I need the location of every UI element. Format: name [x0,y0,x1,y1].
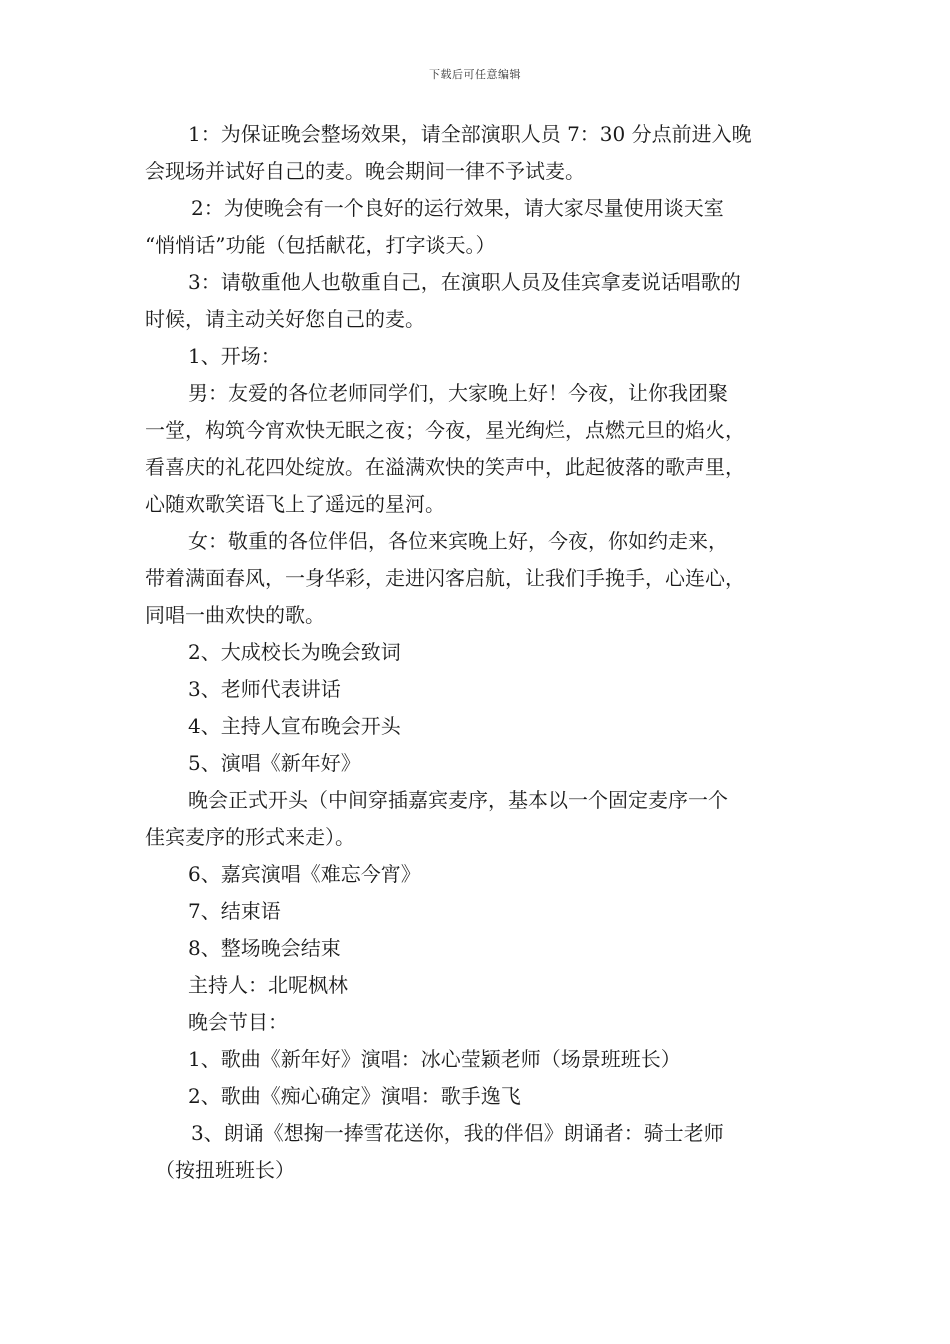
paragraph-line: 女：敬重的各位伴侣，各位来宾晚上好，今夜，你如约走来， [188,529,728,553]
paragraph-line: 一堂，构筑今宵欢快无眠之夜；今夜，星光绚烂，点燃元旦的焰火， [145,418,745,442]
list-item: 6、嘉宾演唱《难忘今宵》 [188,862,421,886]
paragraph-line: 同唱一曲欢快的歌。 [145,603,325,627]
page-header: 下载后可任意编辑 [429,68,521,81]
paragraph-line: “悄悄话”功能（包括献花，打字谈天。） [145,233,496,257]
paragraph-line: 3：请敬重他人也敬重自己，在演职人员及佳宾拿麦说话唱歌的 [188,270,741,294]
paragraph-line: 晚会正式开头（中间穿插嘉宾麦序，基本以一个固定麦序一个 [188,788,728,812]
paragraph-line: 心随欢歌笑语飞上了遥远的星河。 [145,492,445,516]
list-item: 2、歌曲《痴心确定》演唱：歌手逸飞 [188,1084,521,1108]
paragraph-line: 会现场并试好自己的麦。晚会期间一律不予试麦。 [145,159,585,183]
section-heading: 1、开场： [188,344,281,368]
list-item: 1、歌曲《新年好》演唱：冰心莹颖老师（场景班班长） [188,1047,681,1071]
paragraph-line: 2：为使晚会有一个良好的运行效果，请大家尽量使用谈天室 [191,196,724,220]
host-line: 主持人：北呢枫林 [188,973,348,997]
document-body [145,116,817,1189]
paragraph-line: 看喜庆的礼花四处绽放。在溢满欢快的笑声中，此起彼落的歌声里， [145,455,745,479]
section-heading: 晚会节目： [188,1010,288,1034]
paragraph-line: （按扭班班长） [155,1158,295,1182]
list-item: 7、结束语 [188,899,281,923]
list-item: 3、老师代表讲话 [188,677,341,701]
paragraph-line: 时候，请主动关好您自己的麦。 [145,307,425,331]
paragraph-line: 1：为保证晚会整场效果，请全部演职人员 7：30 分点前进入晚 [188,122,752,146]
list-item: 8、整场晚会结束 [188,936,341,960]
list-item: 2、大成校长为晚会致词 [188,640,401,664]
list-item: 3、朗诵《想掬一捧雪花送你，我的伴侣》朗诵者：骑士老师 [191,1121,724,1145]
paragraph-line: 佳宾麦序的形式来走）。 [145,825,355,849]
paragraph-line: 带着满面春风，一身华彩，走进闪客启航，让我们手挽手，心连心， [145,566,745,590]
list-item: 5、演唱《新年好》 [188,751,361,775]
paragraph-line: 男：友爱的各位老师同学们，大家晚上好！今夜，让你我团聚 [188,381,728,405]
list-item: 4、主持人宣布晚会开头 [188,714,401,738]
